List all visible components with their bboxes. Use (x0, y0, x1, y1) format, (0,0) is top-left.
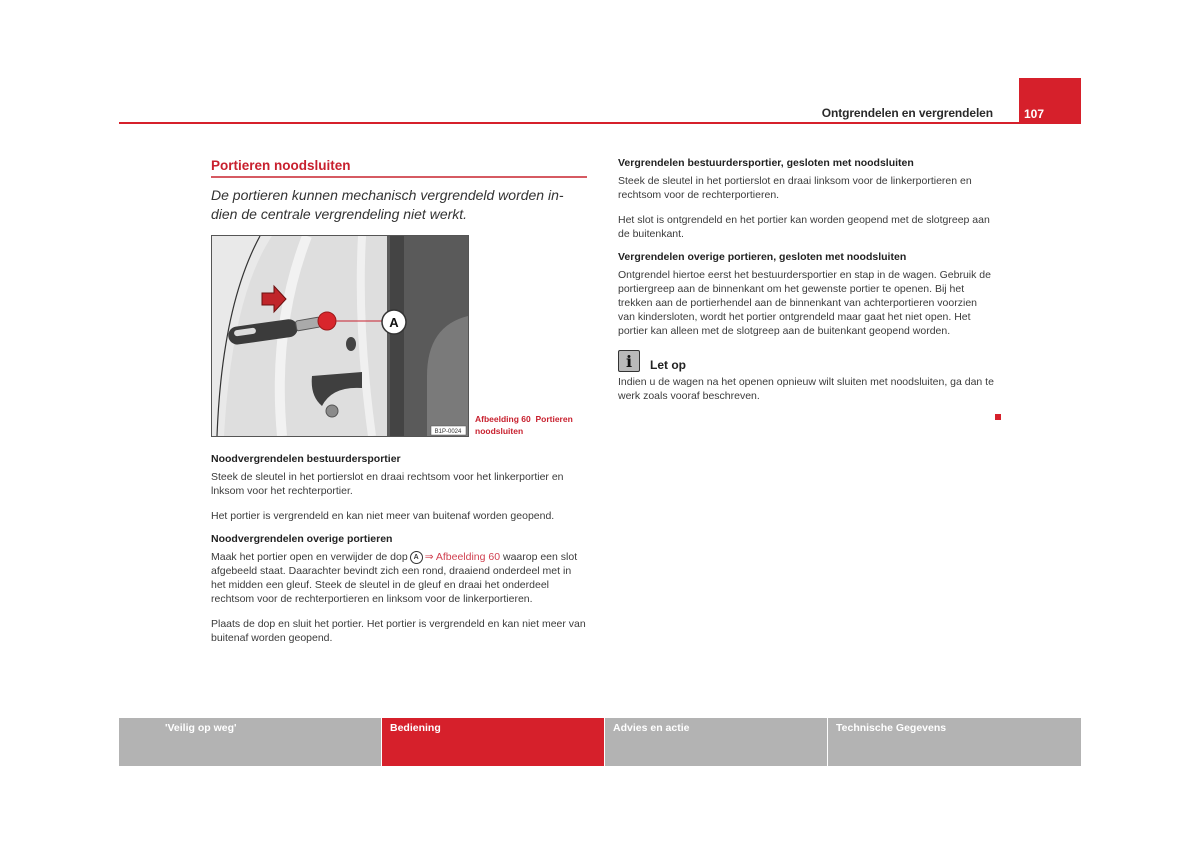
figure-door-lock (211, 235, 469, 437)
heading-noodvergrendelen-overige: Noodvergrendelen overige portieren (211, 533, 393, 545)
footer-tab-technische-gegevens[interactable]: Technische Gegevens (828, 718, 1081, 766)
svg-text:B1P-0024: B1P-0024 (434, 429, 462, 435)
note-header (618, 350, 996, 372)
figure-caption (475, 413, 595, 437)
callout-a-icon: A (410, 551, 423, 564)
figure-title: Portieren noodsluiten (475, 414, 573, 436)
heading-vergrendelen-bestuurder: Vergrendelen bestuurdersportier, gesloten met noodsluiten (618, 157, 914, 169)
note-title: Let op (650, 358, 686, 372)
section-intro (211, 158, 587, 224)
note-text: Indien u de wagen na het openen opnieuw wilt sluiten met noodsluiten, ga dan te werk zoals vooraf beschreven. (618, 376, 994, 402)
heading-noodvergrendelen-bestuurder: Noodvergrendelen bestuurdersportier (211, 453, 401, 465)
header-divider (119, 122, 1021, 124)
figure-number: Afbeelding 60 (475, 414, 531, 424)
section-title: Portieren noodsluiten (211, 158, 587, 178)
lead-text: De portieren kunnen mechanisch vergrendeld worden in-dien de centrale vergrendeling niet werkt. (211, 187, 564, 222)
paragraph: Het portier is vergrendeld en kan niet meer van buitenaf worden geopend. (211, 510, 555, 522)
info-icon: i (618, 350, 640, 372)
heading-vergrendelen-overige: Vergrendelen overige portieren, gesloten met noodsluiten (618, 251, 907, 263)
footer-tab-veilig-op-weg[interactable]: 'Veilig op weg' (119, 718, 381, 766)
right-body (618, 157, 996, 403)
door-lock-illustration (212, 236, 468, 436)
paragraph: Steek de sleutel in het portierslot en draai linksom voor de linkerportieren en rechtsom voor de rechterportieren. (618, 175, 972, 201)
figure-reference-link[interactable]: ⇒ Afbeelding 60 (424, 551, 501, 563)
paragraph: Maak het portier open en verwijder de dop A ⇒ Afbeelding 60 waarop een slot afgebeeld staat. Daarachter bevindt zich een rond, draaiend onderdeel met in het midden een gleuf. Steek de sleutel in de gleuf en draai het onderdeel rechtsom voor de rechterportieren en linksom voor de linkerportieren. (211, 551, 578, 605)
paragraph: Plaats de dop en sluit het portier. Het portier is vergrendeld en kan niet meer van buitenaf worden geopend. (211, 618, 586, 644)
paragraph: Steek de sleutel in het portierslot en draai rechtsom voor het linkerportier en lnksom voor het rechterportier. (211, 471, 564, 497)
page-number: 107 (1024, 107, 1045, 121)
paragraph: Het slot is ontgrendeld en het portier kan worden geopend met de slotgreep aan de buitenkant. (618, 214, 990, 240)
left-body (211, 453, 587, 645)
footer-tab-bediening[interactable]: Bediening (382, 718, 604, 766)
section-end-marker (995, 414, 1001, 420)
paragraph: Ontgrendel hiertoe eerst het bestuurdersportier en stap in de wagen. Gebruik de portiergreep aan de binnenkant om het gewenste portier te openen. Bij het trekken aan de portierhendel aan de binnenkant van achterportieren voorzien van kindersloten, wordt het portier ontgrendeld maar gaat het niet open. Het portier kan alleen met de slotgreep aan de buitenkant geopend worden. (618, 269, 991, 337)
chapter-title: Ontgrendelen en vergrendelen (821, 106, 993, 120)
svg-text:A: A (389, 315, 399, 330)
footer-tab-advies-en-actie[interactable]: Advies en actie (605, 718, 827, 766)
